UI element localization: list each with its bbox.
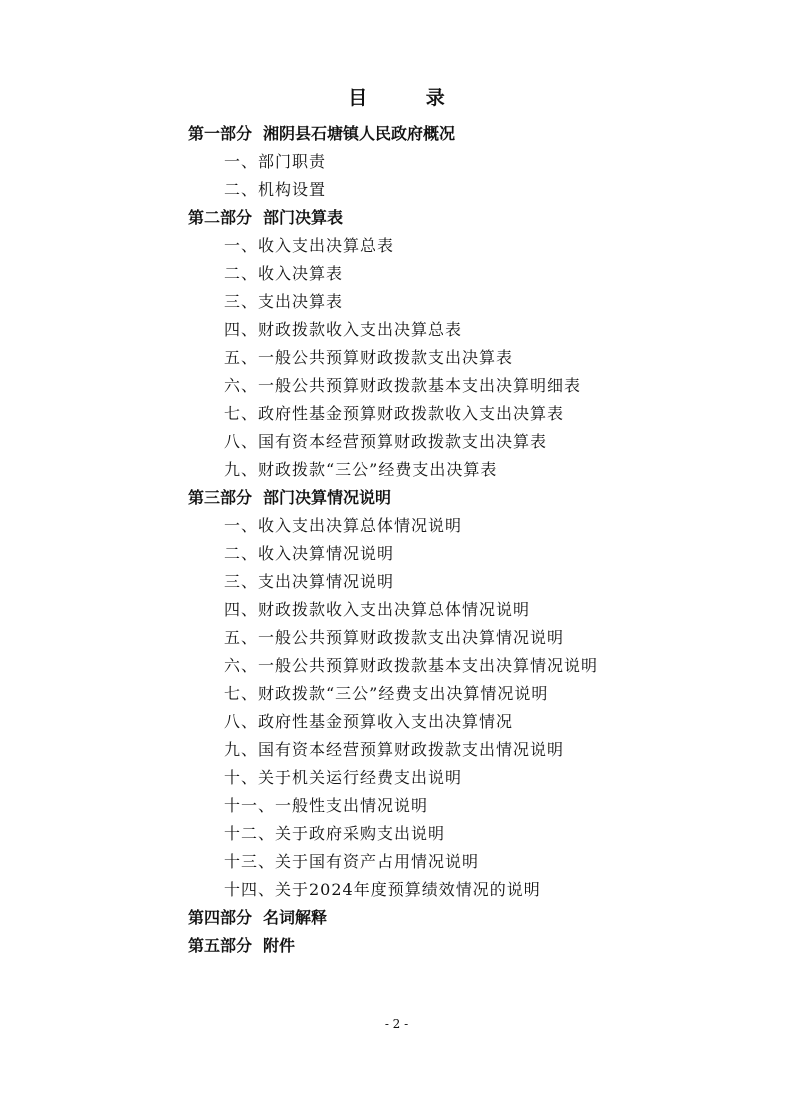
toc-item[interactable]: 六、一般公共预算财政拨款基本支出决算明细表 — [224, 376, 582, 395]
toc-part-heading[interactable] — [188, 484, 748, 512]
toc-subitem-list — [188, 232, 748, 484]
toc-part-title: 名词解释 — [263, 908, 328, 927]
toc-item[interactable]: 十三、关于国有资产占用情况说明 — [224, 852, 480, 871]
toc-part — [188, 120, 748, 204]
toc-item[interactable]: 五、一般公共预算财政拨款支出决算表 — [224, 348, 514, 367]
page-number: - 2 - — [384, 1017, 409, 1031]
toc-part — [188, 932, 748, 960]
toc-item[interactable]: 八、国有资本经营预算财政拨款支出决算表 — [224, 432, 548, 451]
toc-item[interactable]: 二、机构设置 — [224, 180, 327, 199]
toc-part-heading[interactable] — [188, 120, 748, 148]
toc-item[interactable]: 四、财政拨款收入支出决算总表 — [224, 320, 463, 339]
toc-item[interactable]: 十二、关于政府采购支出说明 — [224, 824, 446, 843]
toc-part-number: 第二部分 — [188, 208, 253, 227]
toc-part-title: 部门决算情况说明 — [263, 488, 392, 507]
toc-subitem-list — [188, 148, 748, 204]
table-of-contents — [188, 120, 748, 960]
toc-part-number: 第一部分 — [188, 124, 253, 143]
toc-item[interactable]: 七、财政拨款“三公”经费支出决算情况说明 — [224, 684, 549, 703]
toc-part-title: 附件 — [263, 936, 296, 955]
toc-part-number: 第四部分 — [188, 908, 253, 927]
toc-item[interactable]: 八、政府性基金预算收入支出决算情况 — [224, 712, 514, 731]
toc-item[interactable]: 一、收入支出决算总表 — [224, 236, 395, 255]
toc-subitem-list — [188, 512, 748, 904]
toc-part-heading[interactable] — [188, 904, 748, 932]
toc-item[interactable]: 十一、一般性支出情况说明 — [224, 796, 429, 815]
toc-item[interactable]: 四、财政拨款收入支出决算总体情况说明 — [224, 600, 531, 619]
toc-item[interactable]: 二、收入决算表 — [224, 264, 344, 283]
toc-item[interactable]: 五、一般公共预算财政拨款支出决算情况说明 — [224, 628, 565, 647]
toc-item[interactable]: 三、支出决算情况说明 — [224, 572, 395, 591]
toc-part-title: 部门决算表 — [263, 208, 344, 227]
toc-item[interactable]: 一、收入支出决算总体情况说明 — [224, 516, 463, 535]
toc-item[interactable]: 十、关于机关运行经费支出说明 — [224, 768, 463, 787]
toc-item[interactable]: 七、政府性基金预算财政拨款收入支出决算表 — [224, 404, 565, 423]
toc-item[interactable]: 十四、关于2024年度预算绩效情况的说明 — [224, 880, 541, 899]
toc-part-number: 第三部分 — [188, 488, 253, 507]
toc-part-heading[interactable] — [188, 204, 748, 232]
toc-item[interactable]: 九、国有资本经营预算财政拨款支出情况说明 — [224, 740, 565, 759]
toc-item[interactable]: 九、财政拨款“三公”经费支出决算表 — [224, 460, 498, 479]
toc-item[interactable]: 一、部门职责 — [224, 152, 327, 171]
toc-part-heading[interactable] — [188, 932, 748, 960]
toc-part-number: 第五部分 — [188, 936, 253, 955]
toc-item[interactable]: 二、收入决算情况说明 — [224, 544, 395, 563]
toc-item[interactable]: 六、一般公共预算财政拨款基本支出决算情况说明 — [224, 656, 599, 675]
toc-part-title: 湘阴县石塘镇人民政府概况 — [263, 124, 456, 143]
toc-part — [188, 904, 748, 932]
toc-part — [188, 484, 748, 904]
toc-part — [188, 204, 748, 484]
toc-item[interactable]: 三、支出决算表 — [224, 292, 344, 311]
page-title: 目 录 — [348, 87, 471, 109]
